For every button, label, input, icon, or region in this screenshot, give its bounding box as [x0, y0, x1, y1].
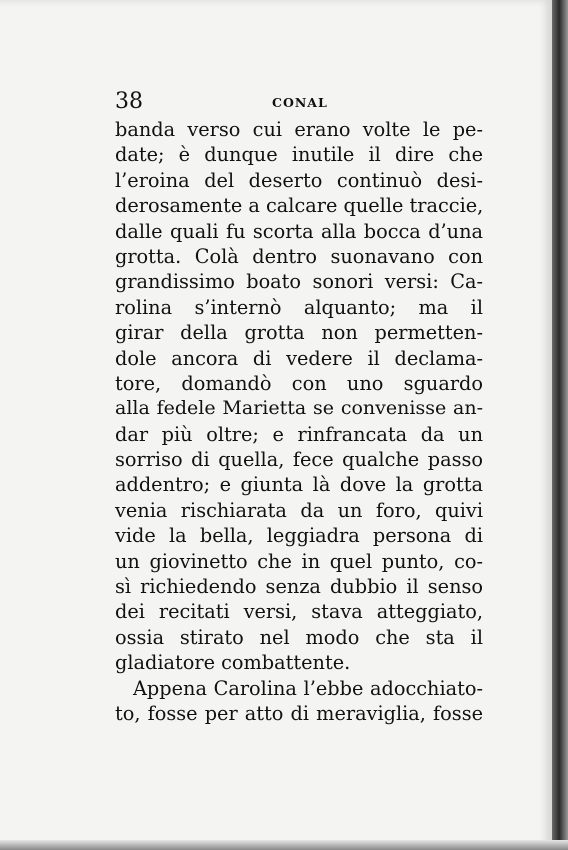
text-line: sì richiedendo senza dubbio il senso [115, 575, 483, 599]
text-line: grandissimo boato sonori versi: Ca- [115, 270, 483, 294]
text-line: dole ancora di vedere il declama- [115, 346, 483, 370]
text-line: sorriso di quella, fece qualche passo [115, 448, 483, 472]
body-text [115, 117, 483, 726]
text-line: derosamente a calcare quelle traccie, [115, 194, 484, 218]
text-line-paragraph-start: Appena Carolina l’ebbe adocchiato- [133, 676, 483, 700]
page-header [115, 88, 485, 116]
text-line-paragraph-end: gladiatore combattente. [115, 651, 351, 675]
text-line: to, fosse per atto di meraviglia, fosse [115, 701, 483, 725]
text-line: date; è dunque inutile il dire che [115, 143, 483, 167]
text-line: vide la bella, leggiadra persona di [115, 524, 483, 548]
page-edge-shadow [552, 0, 568, 850]
text-line: banda verso cui erano volte le pe- [115, 118, 483, 141]
running-title: CONAL [272, 95, 328, 110]
page-bottom-edge [0, 840, 568, 850]
text-line: tore, domandò con uno sguardo [115, 371, 483, 395]
text-line: rolina s’internò alquanto; ma il [115, 295, 483, 319]
text-line: un giovinetto che in quel punto, co- [115, 549, 483, 573]
text-line: l’eroina del deserto continuò desi- [115, 168, 483, 192]
text-line: girar della grotta non permetten- [115, 321, 483, 345]
text-line: alla fedele Marietta se convenisse an- [115, 397, 483, 420]
text-line: ossia stirato nel modo che sta il [115, 625, 483, 649]
text-line: dar più oltre; e rinfrancata da un [115, 422, 483, 446]
text-line: addentro; e giunta là dove la grotta [115, 473, 483, 497]
text-line: dalle quali fu scorta alla bocca d’una [115, 219, 483, 243]
text-line: venia rischiarata da un foro, quivi [115, 498, 483, 522]
page-number: 38 [115, 89, 143, 114]
text-line: dei recitati versi, stava atteggiato, [115, 600, 483, 624]
text-line: grotta. Colà dentro suonavano con [115, 244, 483, 268]
